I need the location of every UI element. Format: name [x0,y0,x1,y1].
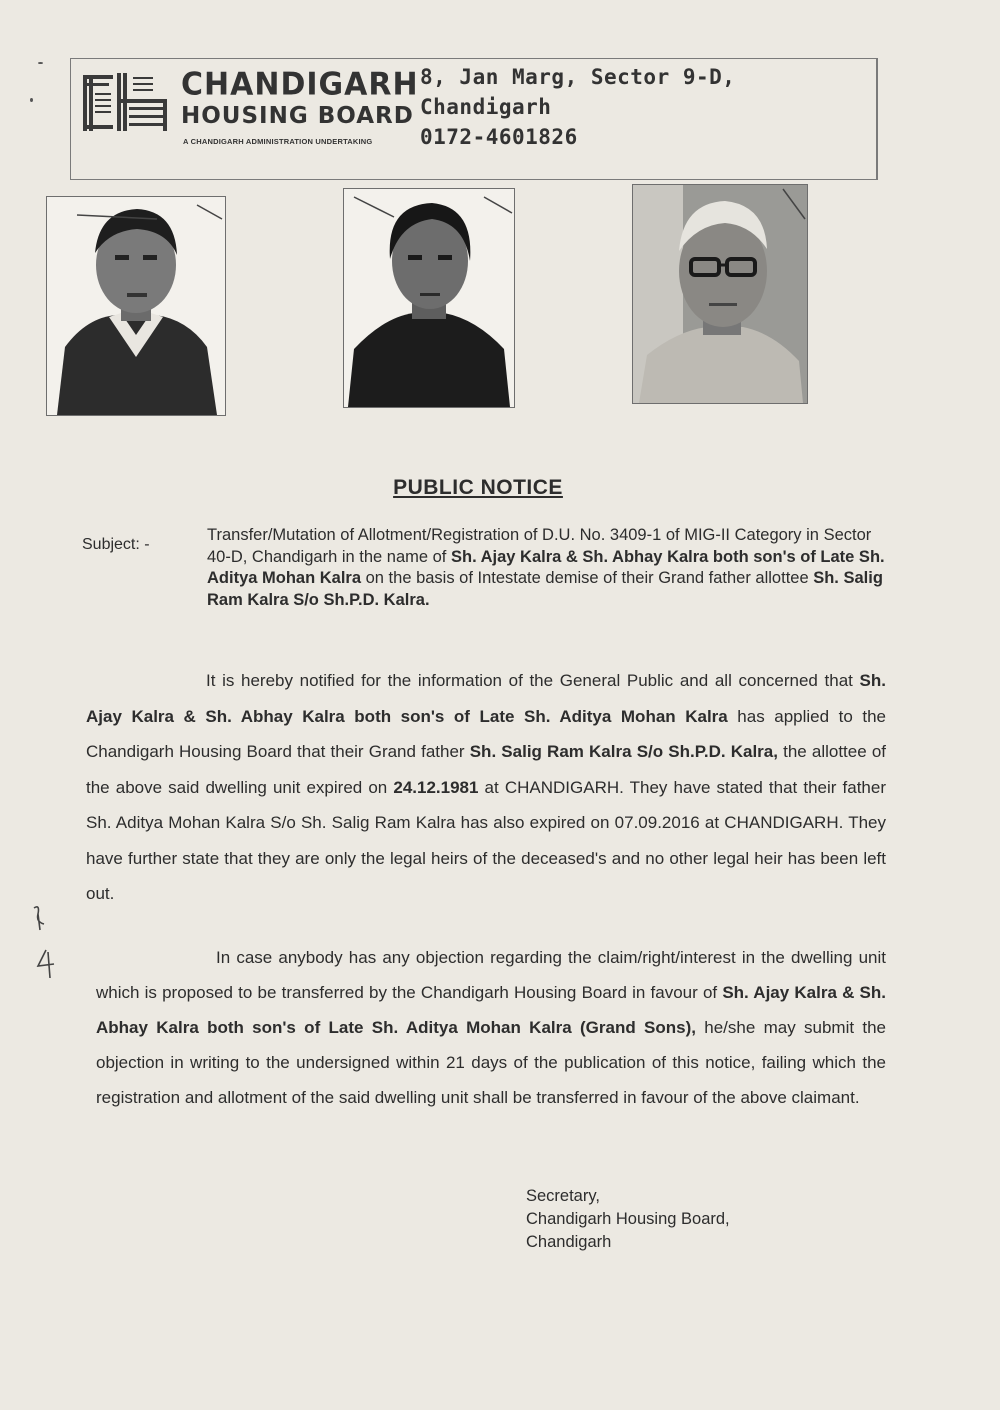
paragraph-text: at CHANDIGARH. They have stated that their father Sh. Aditya Mohan Kalra S/o Sh. Salig Ram Kalra has also expired on 07.09.2016 at CHANDIGARH. They have further state that they are only the legal heirs of the deceased's and no other legal heir has been left out. [86,777,887,903]
allottee-photo [632,184,808,404]
org-tagline: A CHANDIGARH ADMINISTRATION UNDERTAKING [183,137,373,146]
portrait-image [47,197,225,415]
paragraph-text: In case anybody has any objection regarding the claim/right/interest in the dwelling unit which is proposed to be transferred by the Chandigarh Housing Board in favour of [96,948,886,1002]
applicant-photo-2 [343,188,515,408]
paragraph-text: has applied to the Chandigarh Housing Board that their Grand father [86,706,886,761]
chb-logo-icon [79,71,171,135]
address-line2: Chandigarh [420,95,552,119]
notice-paragraph-2 [96,940,886,1115]
paragraph-text: It is hereby notified for the information of the General Public and all concerned that [206,671,860,690]
org-name-line1: CHANDIGARH [181,66,419,103]
signatory-city: Chandigarh [526,1233,612,1251]
applicant-photo-1 [46,196,226,416]
handwritten-mark [24,900,74,980]
paragraph-text: he/she may submit the objection in writing to the undersigned within 21 days of the publication of this notice, failing which the registration and allotment of the said dwelling unit shall be transferred in favour of the above claimant. [96,1018,886,1107]
expiry-date: 24.12.1981 [393,777,479,797]
subject-label: Subject: - [82,536,150,553]
subject-text-part: Transfer/Mutation of Allotment/Registration of D.U. No. 3409-1 of MIG-II Category in Sector 40-D, Chandigarh in the name of [207,526,872,566]
scan-speck [30,98,33,102]
phone-number: 0172-4601826 [420,125,578,149]
subject-text [207,525,897,611]
subject-names: Sh. Ajay Kalra & Sh. Abhay Kalra both son's of Late Sh. Aditya Mohan Kalra [207,547,885,587]
notice-title: PUBLIC NOTICE [393,476,563,499]
org-name-line2: HOUSING BOARD [181,103,414,129]
allottee-name: Sh. Salig Ram Kalra S/o Sh.P.D. Kalra, [469,742,778,761]
portrait-image [633,185,807,403]
notice-paragraph-1 [86,663,886,912]
subject-text-part: on the basis of Intestate demise of their Grand father allottee [361,569,814,587]
letterhead [70,58,878,180]
signatory-title: Secretary, [526,1187,600,1205]
claimant-names: Sh. Ajay Kalra & Sh. Abhay Kalra both son's of Late Sh. Aditya Mohan Kalra (Grand Sons), [96,983,887,1037]
subject-allottee: Sh. Salig Ram Kalra S/o Sh.P.D. Kalra. [207,569,883,609]
signature-block [526,1185,730,1254]
paragraph-text: the allottee of the above said dwelling unit expired on [86,742,886,797]
scan-speck [38,62,43,64]
signatory-org: Chandigarh Housing Board, [526,1210,730,1228]
portrait-image [344,189,514,407]
applicant-names: Sh. Ajay Kalra & Sh. Abhay Kalra both son's of Late Sh. Aditya Mohan Kalra [86,671,886,726]
address-line1: 8, Jan Marg, Sector 9-D, [420,65,736,89]
